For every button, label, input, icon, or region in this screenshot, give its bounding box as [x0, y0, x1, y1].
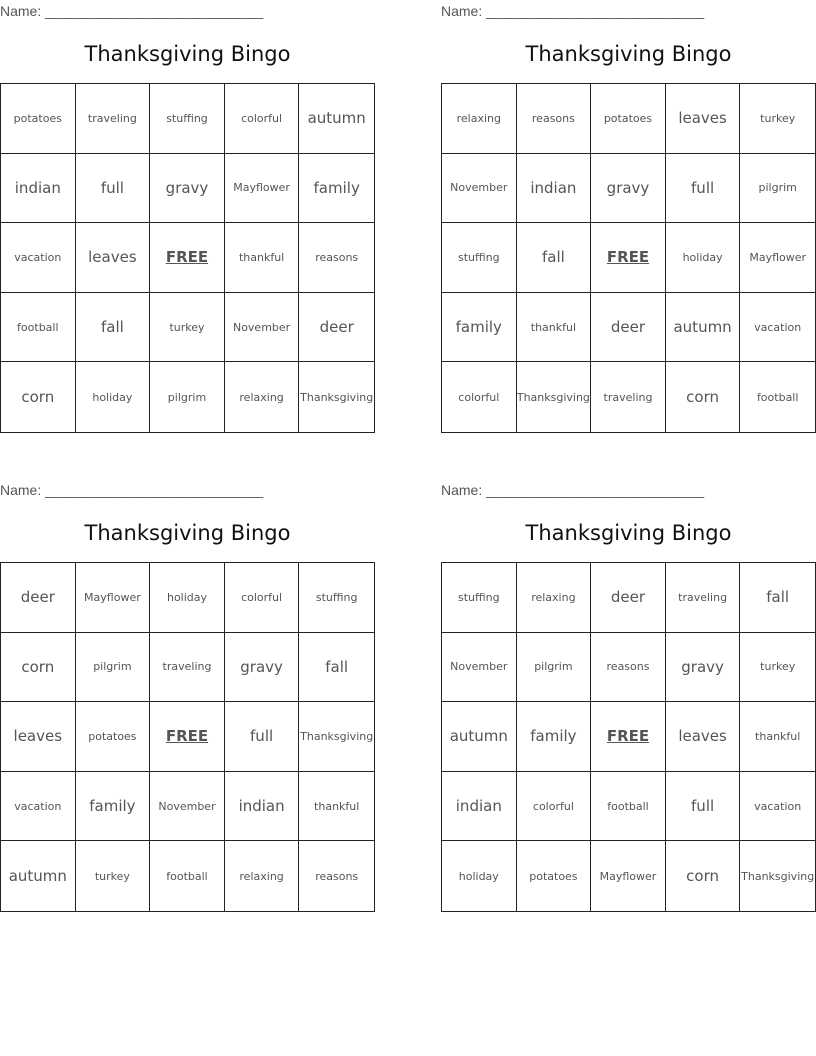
free-space: FREE — [591, 702, 666, 772]
bingo-cell: potatoes — [591, 84, 666, 154]
bingo-cell: leaves — [1, 702, 76, 772]
bingo-cell: autumn — [1, 841, 76, 911]
bingo-cell: Thanksgiving — [300, 390, 374, 404]
bingo-cell: vacation — [1, 223, 76, 293]
bingo-grid — [0, 562, 375, 912]
bingo-cell: fall — [76, 293, 151, 363]
bingo-cell: deer — [591, 563, 666, 633]
bingo-cell: stuffing — [442, 223, 517, 293]
bingo-cell: family — [442, 293, 517, 363]
bingo-cell: potatoes — [517, 841, 592, 911]
bingo-cell: corn — [666, 362, 741, 432]
free-space: FREE — [591, 223, 666, 293]
free-space: FREE — [150, 223, 225, 293]
bingo-cell: family — [299, 154, 374, 224]
bingo-cell: thankful — [225, 223, 300, 293]
name-field: Name: ____________________________ — [0, 3, 264, 19]
bingo-cell: vacation — [740, 772, 815, 842]
card-title: Thanksgiving Bingo — [84, 521, 291, 545]
bingo-cell: corn — [1, 362, 76, 432]
bingo-cell: gravy — [591, 154, 666, 224]
bingo-cell: pilgrim — [740, 154, 815, 224]
bingo-grid — [0, 83, 375, 433]
bingo-cell: leaves — [76, 223, 151, 293]
bingo-cell: relaxing — [442, 84, 517, 154]
bingo-cell: corn — [1, 633, 76, 703]
bingo-cell: deer — [1, 563, 76, 633]
bingo-cell: pilgrim — [76, 633, 151, 703]
bingo-cell: leaves — [666, 84, 741, 154]
bingo-cell: Thanksgiving — [741, 869, 815, 883]
bingo-cell: football — [1, 293, 76, 363]
bingo-cell: stuffing — [299, 563, 374, 633]
bingo-cell: stuffing — [150, 84, 225, 154]
bingo-cell: football — [150, 841, 225, 911]
bingo-cell: reasons — [591, 633, 666, 703]
bingo-cell: leaves — [666, 702, 741, 772]
name-field: Name: ____________________________ — [441, 3, 705, 19]
card-title: Thanksgiving Bingo — [525, 42, 732, 66]
bingo-cell: turkey — [150, 293, 225, 363]
bingo-cell: November — [150, 772, 225, 842]
bingo-cell: family — [76, 772, 151, 842]
bingo-cell: reasons — [299, 223, 374, 293]
bingo-cell: Mayflower — [76, 563, 151, 633]
bingo-cell: pilgrim — [150, 362, 225, 432]
bingo-cell: full — [76, 154, 151, 224]
bingo-grid — [441, 562, 816, 912]
bingo-cell: holiday — [666, 223, 741, 293]
bingo-cell: football — [756, 390, 799, 404]
bingo-cell: turkey — [740, 84, 815, 154]
bingo-cell: thankful — [299, 772, 374, 842]
bingo-cell: indian — [225, 772, 300, 842]
bingo-cell: vacation — [740, 293, 815, 363]
bingo-cell: fall — [299, 633, 374, 703]
bingo-cell: holiday — [150, 563, 225, 633]
bingo-cell: full — [666, 154, 741, 224]
bingo-cell: traveling — [666, 563, 741, 633]
bingo-cell: relaxing — [517, 563, 592, 633]
bingo-cell: November — [442, 154, 517, 224]
bingo-cell: deer — [299, 293, 374, 363]
bingo-cell: family — [517, 702, 592, 772]
bingo-cell: Mayflower — [225, 154, 300, 224]
bingo-cell: November — [225, 293, 300, 363]
bingo-cell: potatoes — [1, 84, 76, 154]
bingo-cell: colorful — [517, 772, 592, 842]
bingo-cell: deer — [591, 293, 666, 363]
bingo-cell: thankful — [740, 702, 815, 772]
bingo-cell: indian — [517, 154, 592, 224]
name-field: Name: ____________________________ — [0, 482, 264, 498]
bingo-cell: reasons — [517, 84, 592, 154]
bingo-cell: colorful — [442, 362, 517, 432]
bingo-cell: gravy — [225, 633, 300, 703]
bingo-cell: Thanksgiving — [517, 362, 592, 432]
bingo-cell: stuffing — [442, 563, 517, 633]
bingo-cell: relaxing — [225, 362, 300, 432]
card-title: Thanksgiving Bingo — [525, 521, 732, 545]
bingo-cell: holiday — [76, 362, 151, 432]
bingo-cell: autumn — [666, 293, 741, 363]
name-field: Name: ____________________________ — [441, 482, 705, 498]
bingo-cell: colorful — [225, 563, 300, 633]
card-title: Thanksgiving Bingo — [84, 42, 291, 66]
bingo-cell: turkey — [76, 841, 151, 911]
bingo-cell: pilgrim — [517, 633, 592, 703]
bingo-cell: autumn — [442, 702, 517, 772]
bingo-cell: autumn — [299, 84, 374, 154]
bingo-cell: colorful — [225, 84, 300, 154]
free-space: FREE — [150, 702, 225, 772]
bingo-cell: fall — [740, 563, 815, 633]
bingo-grid — [441, 83, 816, 433]
bingo-cell: football — [591, 772, 666, 842]
bingo-cell: holiday — [442, 841, 517, 911]
bingo-cell: full — [225, 702, 300, 772]
bingo-cell: indian — [1, 154, 76, 224]
bingo-cell: Thanksgiving — [299, 702, 374, 772]
bingo-cell: November — [442, 633, 517, 703]
bingo-cell: traveling — [150, 633, 225, 703]
bingo-cell: Mayflower — [591, 841, 666, 911]
bingo-cell: gravy — [150, 154, 225, 224]
bingo-cell: indian — [442, 772, 517, 842]
bingo-cell: Mayflower — [740, 223, 815, 293]
bingo-cell: relaxing — [225, 841, 300, 911]
bingo-cell: thankful — [517, 293, 592, 363]
bingo-cell: traveling — [76, 84, 151, 154]
bingo-cell: full — [666, 772, 741, 842]
bingo-cell: turkey — [740, 633, 815, 703]
bingo-cell: vacation — [1, 772, 76, 842]
bingo-cell: gravy — [666, 633, 741, 703]
bingo-cell: potatoes — [76, 702, 151, 772]
bingo-cell: fall — [517, 223, 592, 293]
bingo-cell: traveling — [591, 362, 666, 432]
bingo-cell: corn — [666, 841, 741, 911]
bingo-cell: reasons — [315, 869, 359, 883]
